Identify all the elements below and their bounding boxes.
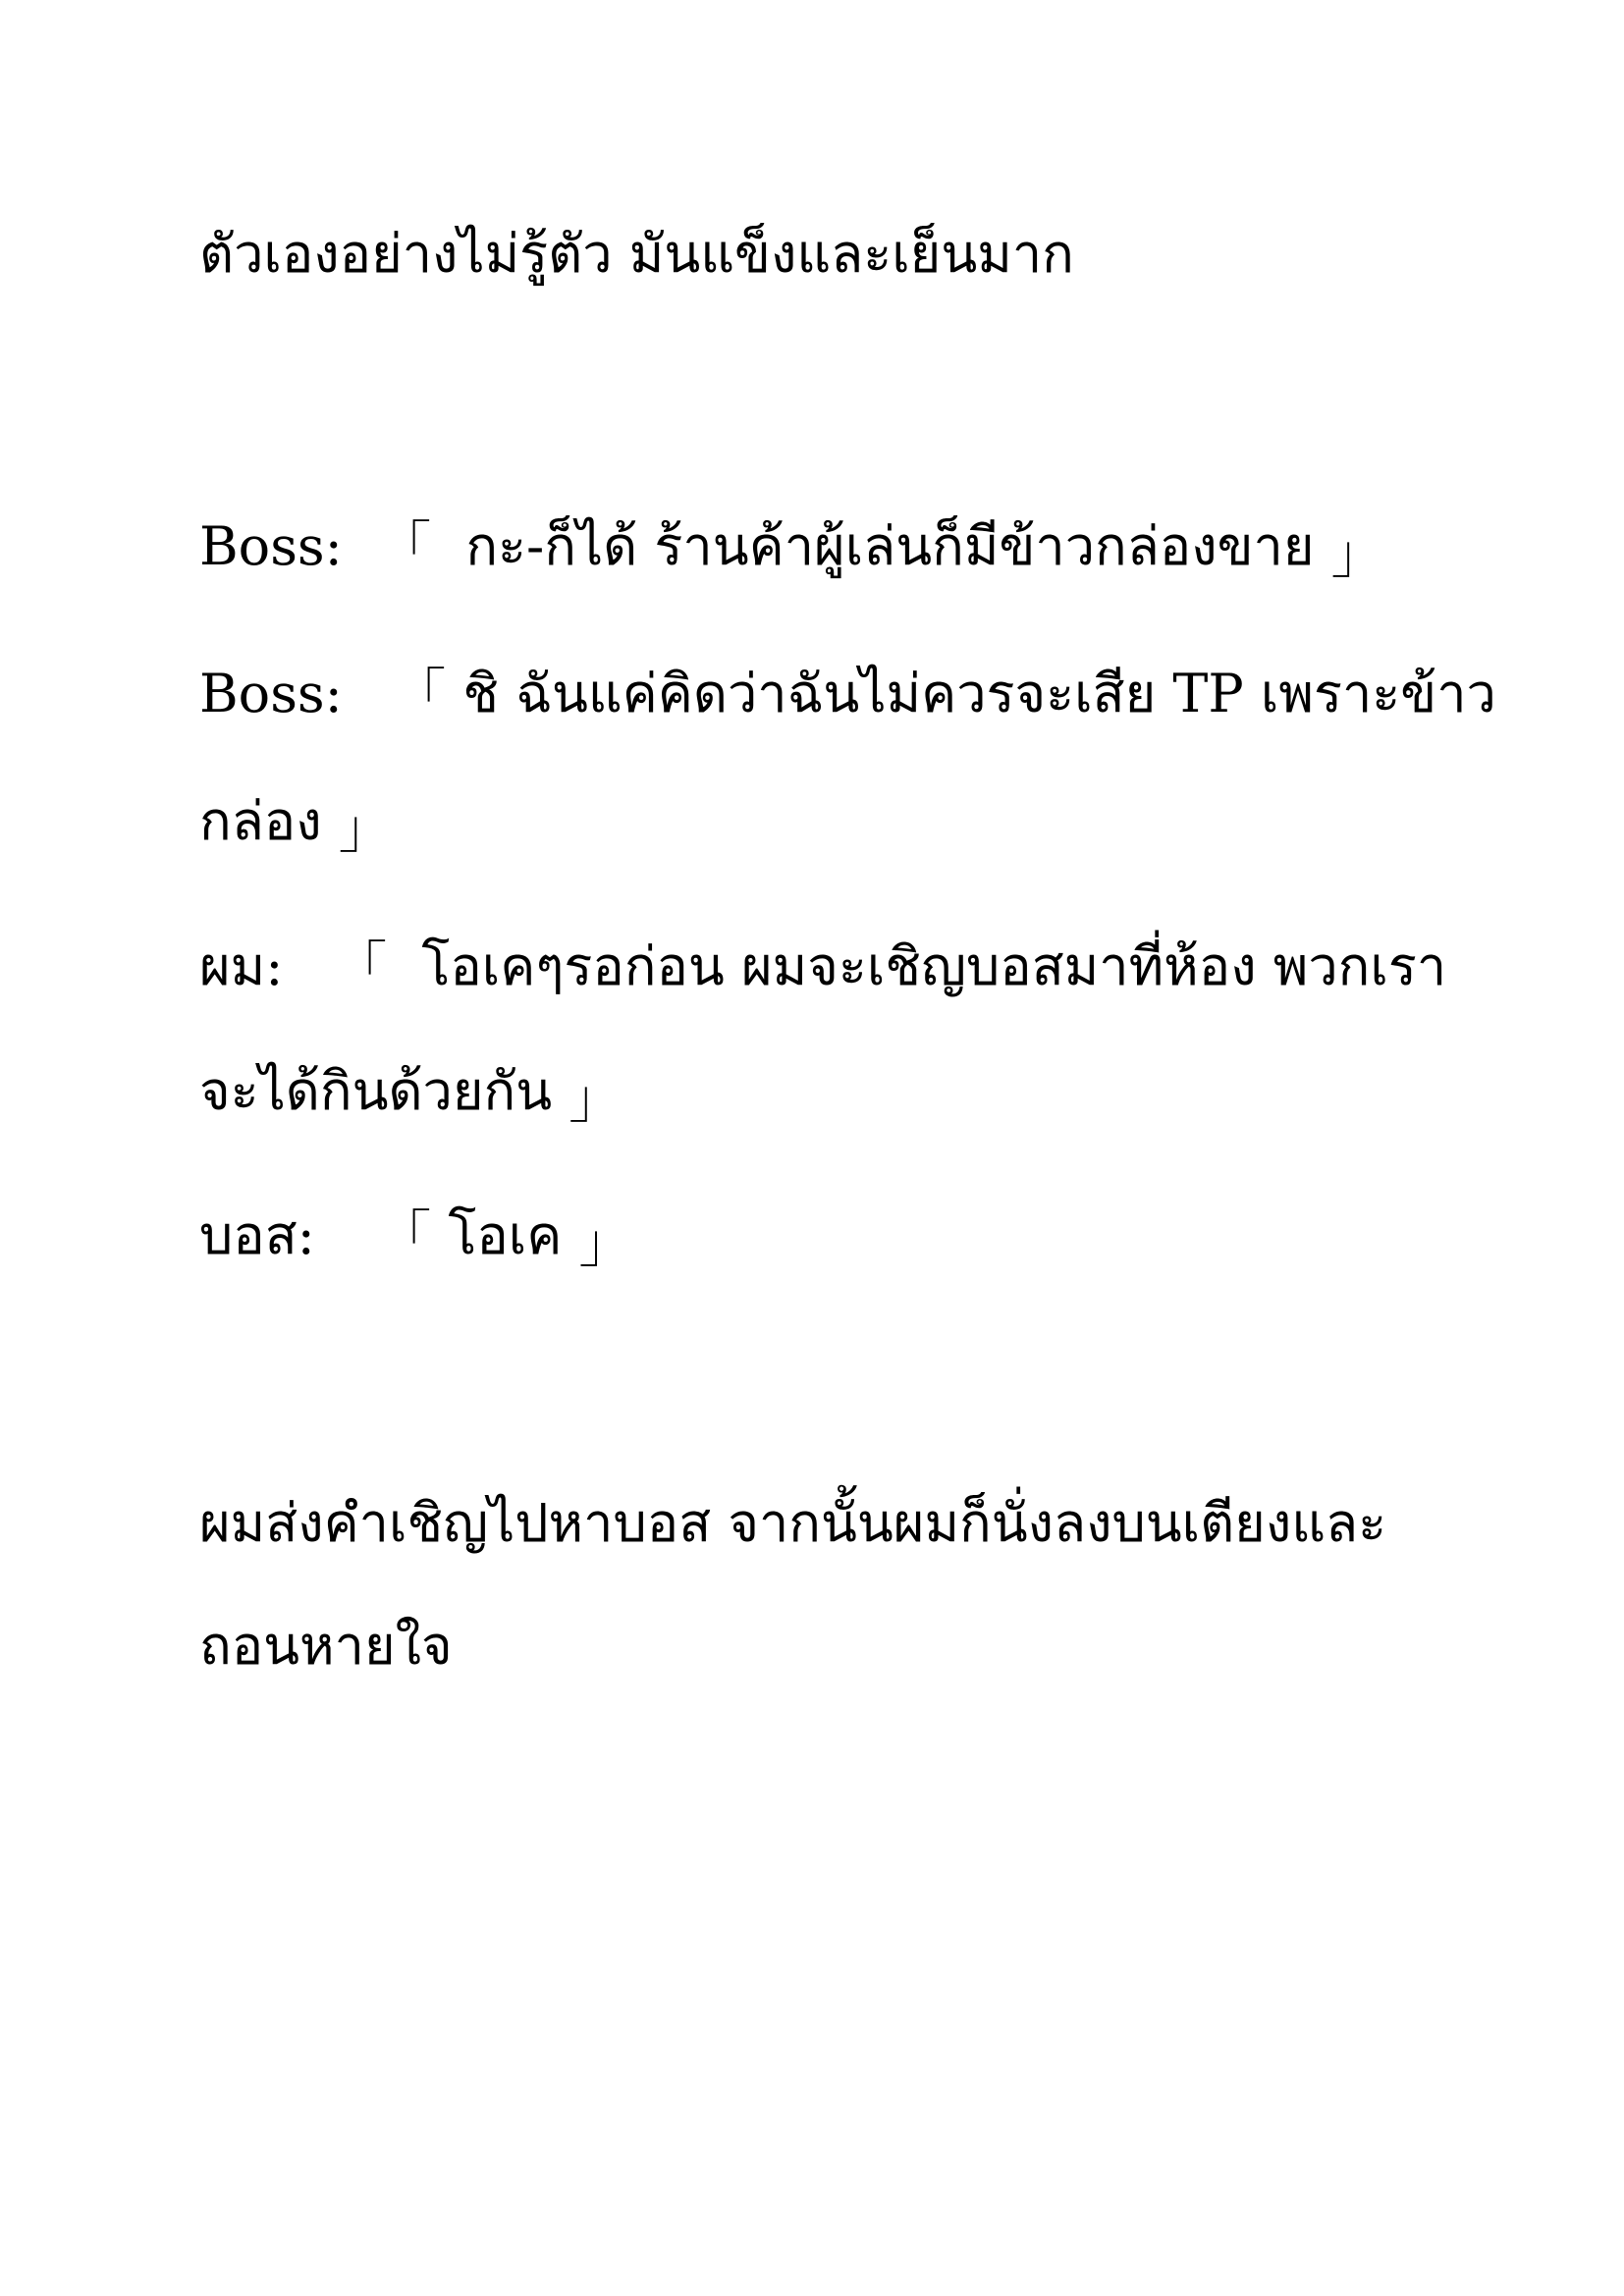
dialogue-open-bracket: 「 (378, 515, 432, 577)
dialogue-continuation-line (199, 790, 392, 860)
dialogue-text: ชิ ฉันแค่คิดว่าฉันไม่ควรจะเสีย TP เพราะข้าว (462, 663, 1496, 724)
dialogue-close-bracket: 」 (338, 798, 392, 860)
speaker-label: ผม: (199, 935, 284, 997)
dialogue-open-bracket: 「 (393, 663, 447, 724)
dialogue-close-bracket: 」 (568, 1068, 623, 1130)
speaker-label: Boss: (199, 515, 343, 577)
speaker-label: บอส: (199, 1204, 315, 1266)
dialogue-open-bracket: 「 (378, 1204, 432, 1266)
dialogue-line (199, 1204, 632, 1274)
paragraph-text: ตัวเองอย่างไม่รู้ตัว มันแข็งและเย็นมาก (199, 223, 1074, 285)
paragraph-line (199, 1615, 453, 1677)
dialogue-text: กะ-ก็ได้ ร้านค้าผู้เล่นก็มีข้าวกล่องขาย (465, 515, 1315, 577)
dialogue-open-bracket: 「 (334, 935, 388, 997)
dialogue-line (199, 663, 1496, 724)
dialogue-line (199, 515, 1384, 585)
dialogue-continuation-line (199, 1060, 623, 1130)
dialogue-text: กล่อง (199, 790, 322, 852)
dialogue-close-bracket: 」 (1330, 523, 1384, 585)
paragraph-text: ผมส่งคำเชิญไปหาบอส จากนั้นผมก็นั่งลงบนเตียงและ (199, 1492, 1387, 1554)
dialogue-text: โอเคๆรอก่อน ผมจะเชิญบอสมาที่ห้อง พวกเรา (421, 935, 1447, 997)
dialogue-text: โอเค (448, 1204, 563, 1266)
speaker-label: Boss: (199, 663, 343, 724)
paragraph-line (199, 223, 1074, 285)
dialogue-line (199, 935, 1447, 997)
dialogue-close-bracket: 」 (578, 1212, 632, 1274)
paragraph-line (199, 1492, 1387, 1554)
dialogue-text: จะได้กินด้วยกัน (199, 1060, 553, 1122)
paragraph-text: ถอนหายใจ (199, 1615, 453, 1677)
